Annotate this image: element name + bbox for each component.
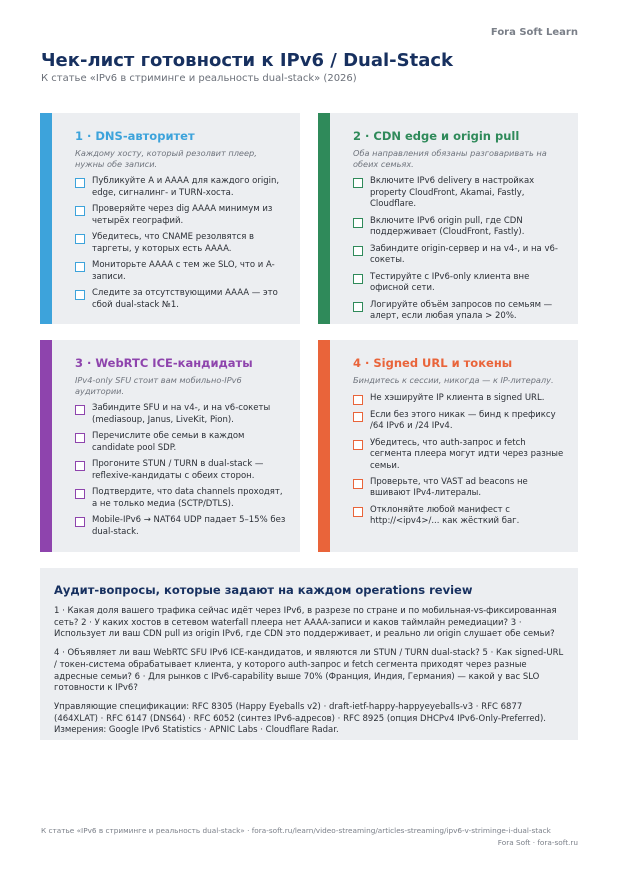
- checklist-item-text: Тестируйте с IPv6-only клиента вне офисной сети.: [370, 271, 530, 294]
- audit-title: Аудит-вопросы, которые задают на каждом operations review: [54, 583, 473, 597]
- audit-questions-panel: [40, 568, 578, 740]
- checklist: [75, 403, 288, 538]
- checklist-item-text: Включите IPv6 delivery в настройках property CloudFront, Akamai, Fastly, Cloudflare.: [370, 176, 535, 210]
- checkbox[interactable]: [75, 461, 85, 471]
- card-description: Каждому хосту, который резолвит плеер, нужны обе записи.: [75, 148, 257, 169]
- checkbox[interactable]: [75, 262, 85, 272]
- card-title: 4 · Signed URL и токены: [353, 356, 513, 370]
- card-signed-url: [318, 340, 578, 552]
- checklist-item-text: Подтвердите, что data channels проходят, а не только медиа (SCTP/DTLS).: [92, 487, 283, 509]
- checklist-item-text: Публикуйте A и AAAA для каждого origin, edge, сигналинг- и TURN-хоста.: [92, 176, 280, 198]
- checklist-item: [353, 300, 566, 323]
- checklist-item: [353, 410, 566, 433]
- page-title: Чек-лист готовности к IPv6 / Dual-Stack: [41, 50, 453, 71]
- checklist-item-text: Включите IPv6 origin pull, где CDN поддерживает (CloudFront, Fastly).: [370, 215, 525, 238]
- checkbox[interactable]: [353, 274, 363, 284]
- checkbox[interactable]: [353, 479, 363, 489]
- card-dns-authority: [40, 113, 300, 324]
- audit-paragraph: 4 · Объявляет ли ваш WebRTC SFU IPv6 ICE-кандидатов, и являются ли STUN / TURN dual-stack? 5 · Как signed-URL / токен-система обрабатывает клиента, у которого auth-запрос и fetch сегмента приходят через разные адресные семьи? 6 · Для рынков с IPv6-capability выше 70% (Франция, Индия, Германия) — какой у вас SLO готовности к IPv6?: [54, 648, 564, 694]
- checklist-item-text: Убедитесь, что CNAME резолвятся в таргеты, у которых есть AAAA.: [92, 232, 255, 254]
- checklist-item-text: Проверьте, что VAST ad beacons не вшивают IPv4-литералы.: [370, 477, 528, 499]
- checklist-item-text: Убедитесь, что auth-запрос и fetch сегмента плеера могут идти через разные семьи.: [370, 437, 564, 471]
- checklist-item: [75, 260, 288, 283]
- checklist-item: [75, 176, 288, 199]
- checkbox[interactable]: [75, 206, 85, 216]
- checkbox[interactable]: [75, 178, 85, 188]
- checkbox[interactable]: [75, 234, 85, 244]
- footer-brand: Fora Soft · fora-soft.ru: [497, 838, 578, 847]
- card-cdn-edge: [318, 113, 578, 324]
- checklist-item: [353, 477, 566, 500]
- checklist-item: [353, 272, 566, 295]
- checklist-item-text: Проверяйте через dig AAAA минимум из четырёх географий.: [92, 204, 273, 226]
- checkbox[interactable]: [353, 302, 363, 312]
- footer-source: К статье «IPv6 в стриминге и реальность dual-stack» · fora-soft.ru/learn/video-streaming/articles-streaming/ipv6-v-strimingе-i-dual-stack: [41, 826, 551, 835]
- card-webrtc-ice: [40, 340, 300, 552]
- checkbox[interactable]: [75, 290, 85, 300]
- checklist-item: [75, 403, 288, 426]
- card-title: 3 · WebRTC ICE-кандидаты: [75, 356, 253, 370]
- checklist: [353, 176, 566, 322]
- checkbox[interactable]: [353, 412, 363, 422]
- checklist-item: [353, 393, 566, 405]
- checklist-item: [75, 204, 288, 227]
- checklist-item-text: Забиндите origin-сервер и на v4-, и на v6-сокеты.: [370, 243, 558, 266]
- checklist-item-text: Если без этого никак — бинд к префиксу /64 IPv6 и /24 IPv4.: [370, 409, 556, 432]
- checklist-item-text: Отклоняйте любой манифест с http://<ipv4>/... как жёсткий баг.: [370, 504, 520, 527]
- checklist-item: [75, 487, 288, 510]
- card-description: Биндитесь к сессии, никогда — к IP-литералу.: [353, 375, 554, 385]
- card-title: 2 · CDN edge и origin pull: [353, 129, 520, 143]
- checklist-item-text: Прогоните STUN / TURN в dual-stack — reflexive-кандидаты с обеих сторон.: [92, 459, 264, 481]
- checkbox[interactable]: [75, 405, 85, 415]
- checklist-item-text: Перечислите обе семьи в каждом candidate pool SDP.: [92, 431, 245, 453]
- checkbox[interactable]: [353, 395, 363, 405]
- checklist-item: [75, 288, 288, 311]
- checklist-item: [75, 459, 288, 482]
- checklist: [353, 393, 566, 528]
- checkbox[interactable]: [353, 246, 363, 256]
- checklist-item: [353, 438, 566, 472]
- checklist-item: [75, 515, 288, 538]
- checklist-item-text: Mobile-IPv6 → NAT64 UDP падает 5–15% без dual-stack.: [92, 515, 286, 537]
- checklist-item: [75, 431, 288, 454]
- card-description: IPv4-only SFU стоит вам мобильно-IPv6 аудитории.: [75, 375, 242, 396]
- brand-label: Fora Soft Learn: [490, 27, 578, 38]
- checkbox[interactable]: [353, 440, 363, 450]
- checklist: [75, 176, 288, 311]
- card-description: Оба направления обязаны разговаривать на обеих семьях.: [353, 148, 547, 169]
- page-subtitle: К статье «IPv6 в стриминге и реальность dual-stack» (2026): [41, 73, 357, 84]
- checklist-item: [353, 176, 566, 210]
- checklist-item: [353, 244, 566, 267]
- checkbox[interactable]: [75, 489, 85, 499]
- checkbox[interactable]: [353, 178, 363, 188]
- checkbox[interactable]: [75, 433, 85, 443]
- audit-paragraph: 1 · Какая доля вашего трафика сейчас идёт через IPv6, в разрезе по стране и по мобильная-vs-фиксированная сеть? 2 · У каких хостов в сетевом waterfall плеера нет AAAA-записи и каков таймлайн ремедиации? 3 · Использует ли ваш CDN pull из origin IPv6, где CDN это поддерживает, и реально ли origin слушает обе семьи?: [54, 606, 557, 640]
- checklist-item-text: Не хэшируйте IP клиента в signed URL.: [370, 392, 545, 403]
- card-title: 1 · DNS-авторитет: [75, 129, 195, 143]
- checkbox[interactable]: [353, 507, 363, 517]
- checklist-item: [353, 505, 566, 528]
- checklist-item-text: Забиндите SFU и на v4-, и на v6-сокеты (mediasoup, Janus, LiveKit, Pion).: [92, 403, 271, 425]
- checklist-item-text: Логируйте объём запросов по семьям — алерт, если любая упала > 20%.: [370, 299, 553, 321]
- checklist-item: [353, 216, 566, 239]
- checklist-item-text: Следите за отсутствующими AAAA — это сбой dual-stack №1.: [92, 288, 278, 310]
- checklist-item: [75, 232, 288, 255]
- audit-specs: Управляющие спецификации: RFC 8305 (Happy Eyeballs v2) · draft-ietf-happy-happyeyeballs-v3 · RFC 6877 (464XLAT) · RFC 6147 (DNS64) · RFC 6052 (синтез IPv6-адресов) · RFC 8925 (опция DHCPv4 IPv6-Only-Preferred). Измерения: Google IPv6 Statistics · APNIC Labs · Cloudflare Radar.: [54, 702, 546, 736]
- checkbox[interactable]: [353, 218, 363, 228]
- checklist-item-text: Мониторьте AAAA с тем же SLO, что и A-записи.: [92, 260, 275, 282]
- checkbox[interactable]: [75, 517, 85, 527]
